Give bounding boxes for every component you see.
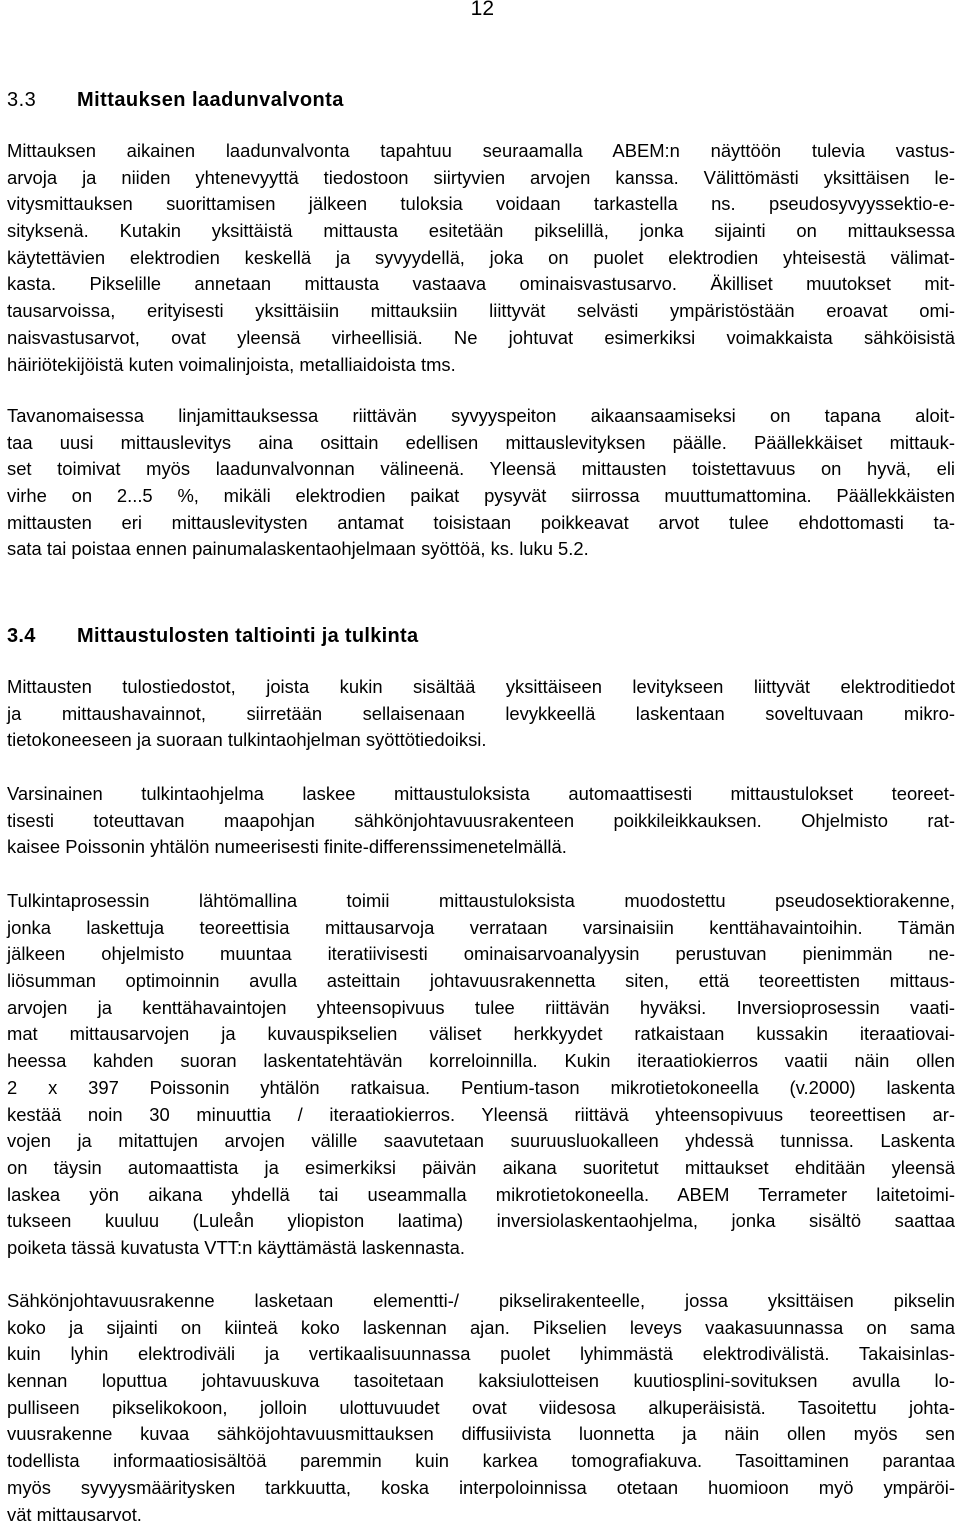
text-line: sityksenä. Kutakin yksittäistä mittausta esitetään pikselillä, jonka sijainti on mittauksessa bbox=[7, 220, 955, 242]
text-line: tietokoneeseen ja suoraan tulkintaohjelman syöttötiedoiksi. bbox=[7, 729, 487, 751]
section-title: Mittauksen laadunvalvonta bbox=[77, 89, 344, 111]
text-line: heessa kahden suoran laskentatehtävän korreloinnilla. Kukin iteraatiokierros vaatii näin ollen bbox=[7, 1050, 955, 1072]
text-line: arvoja ja niiden yhtenevyyttä tiedostoon siirtyvien arvojen kanssa. Välittömästi yksittäisen le- bbox=[7, 166, 955, 188]
text-line: tisesti toteuttavan maapohjan sähkönjohtavuusrakenteen poikkileikkauksen. Ohjelmisto rat- bbox=[7, 809, 955, 831]
text-line: pulliseen pikselikokoon, jolloin ulottuvuudet ovat viidesosa alkuperäisistä. Tasoitettu johta- bbox=[7, 1396, 955, 1418]
text-line: jonka laskettuja teoreettisia mittausarvoja verrataan varsinaisiin kenttähavaintoihin. Tämän bbox=[7, 916, 955, 938]
text-line: koko ja sijainti on kiinteä koko laskennan ajan. Pikselien leveys vaakasuunnassa on sama bbox=[7, 1316, 955, 1338]
section-heading-3-4 bbox=[7, 622, 418, 650]
section-number: 3.3 bbox=[7, 89, 37, 111]
text-line: liösumman optimoinnin avulla asteittain johtavuusrakennetta siten, että teoreettisten mittaus- bbox=[7, 970, 955, 992]
text-line: häiriötekijöistä kuten voimalinjoista, metalliaidoista tms. bbox=[7, 353, 456, 375]
text-line: kestää noin 30 minuuttia / iteraatiokierros. Yleensä riittävä yhteensopivuus teoreettisen ar- bbox=[7, 1103, 955, 1125]
text-line: kasta. Pikselille annetaan mittausta vastaava ominaisvastusarvo. Äkilliset muutokset mit- bbox=[7, 273, 955, 295]
text-line: Varsinainen tulkintaohjelma laskee mittaustuloksista automaattisesti mittaustulokset teoreet- bbox=[7, 783, 955, 804]
text-line: laskea yön aikana yhdellä tai useammalla mikrotietokoneella. ABEM Terrameter laitetoimi- bbox=[7, 1183, 955, 1205]
text-line: tukseen kuuluu (Luleån yliopiston laatima) inversiolaskentaohjelma, jonka sisältö saattaa bbox=[7, 1210, 955, 1232]
text-line: Mittausten tulostiedostot, joista kukin sisältää yksittäiseen levitykseen liittyvät elektroditiedot bbox=[7, 676, 955, 697]
text-line: sata tai poistaa ennen painumalaskentaohjelmaan syöttöä, ks. luku 5.2. bbox=[7, 538, 589, 560]
text-line: Tulkintaprosessin lähtömallina toimii mittaustuloksista muodostettu pseudosektiorakenne, bbox=[7, 890, 955, 911]
text-line: Tavanomaisessa linjamittauksessa riittävän syvyyspeiton aikaansaamiseksi on tapana aloit- bbox=[7, 405, 955, 426]
text-line: vuusrakenne kuvaa sähköjohtavuusmittauksen diffusiivista luonnetta ja näin ollen myös sen bbox=[7, 1423, 955, 1445]
text-line: vät mittausarvot. bbox=[7, 1503, 142, 1525]
text-line: vojen ja mitattujen arvojen välille saavutetaan suuruusluokalleen yhdessä tunnissa. Laskenta bbox=[7, 1130, 955, 1152]
text-line: poiketa tässä kuvatusta VTT:n käyttämästä laskennasta. bbox=[7, 1236, 465, 1258]
section-title: Mittaustulosten taltiointi ja tulkinta bbox=[77, 625, 419, 647]
text-line: todellista informaatiosisältöä paremmin kuin karkea tomografiakuva. Tasoittaminen parantaa bbox=[7, 1450, 955, 1472]
text-line: jälkeen ohjelmisto muuntaa iteratiivisesti ominaisarvoanalyysin perustuvan pienimmän ne- bbox=[7, 943, 955, 965]
text-line: Sähkönjohtavuusrakenne lasketaan elementti-/ pikselirakenteelle, jossa yksittäisen pikselin bbox=[7, 1290, 955, 1311]
text-line: naisvastusarvot, ovat yleensä virheellisiä. Ne johtuvat esimerkiksi voimakkaista sähköisistä bbox=[7, 326, 955, 348]
text-line: ja mittaushavainnot, siirretään sellaisenaan levykkeellä laskentaan soveltuvaan mikro- bbox=[7, 702, 955, 724]
paragraph bbox=[7, 674, 955, 754]
text-line: kennan loputtua johtavuuskuva tasoitetaan kaksiulotteisen kuutiosplini-sovituksen avulla lo- bbox=[7, 1370, 955, 1392]
text-line: virhe on 2...5 %, mikäli elektrodien paikat pysyvät siirrossa muuttumattomina. Päällekkäisten bbox=[7, 485, 955, 507]
text-line: Mittauksen aikainen laadunvalvonta tapahtuu seuraamalla ABEM:n näyttöön tulevia vastus- bbox=[7, 140, 955, 161]
paragraph bbox=[7, 888, 955, 1262]
section-heading-3-3 bbox=[7, 86, 344, 114]
text-line: set toimivat myös laadunvalvonnan välineenä. Yleensä mittausten toistettavuus on hyvä, eli bbox=[7, 458, 955, 480]
text-line: arvojen ja kenttähavaintojen yhteensopivuus tulee riittävän hyväksi. Inversioprosessin vaati- bbox=[7, 996, 955, 1018]
text-line: mittausten eri mittauslevitysten antamat toisistaan poikkeavat arvot tulee ehdottomasti ta- bbox=[7, 511, 955, 533]
paragraph bbox=[7, 403, 955, 563]
paragraph bbox=[7, 781, 955, 861]
paragraph bbox=[7, 1288, 955, 1528]
text-line: taa uusi mittauslevitys aina osittain edellisen mittauslevityksen päälle. Päällekkäiset mittauk- bbox=[7, 431, 955, 453]
text-line: on täysin automaattista ja esimerkiksi päivän aikana suoritetut mittaukset ehditään yleensä bbox=[7, 1156, 955, 1178]
text-line: kaisee Poissonin yhtälön numeerisesti finite-differenssimenetelmällä. bbox=[7, 836, 567, 858]
text-line: käytettävien elektrodien keskellä ja syvyydellä, joka on puolet elektrodien yhteisestä välimat- bbox=[7, 246, 955, 268]
paragraph bbox=[7, 138, 955, 378]
section-number: 3.4 bbox=[7, 625, 36, 647]
text-line: vitysmittauksen suorittamisen jälkeen tuloksia voidaan tarkastella ns. pseudosyvyyssektio-e- bbox=[7, 193, 955, 215]
text-line: tausarvoissa, erityisesti yksittäisiin mittauksiin liittyvät selvästi ympäristöstään eroavat omi- bbox=[7, 300, 955, 322]
text-line: 2 x 397 Poissonin yhtälön ratkaisua. Pentium-tason mikrotietokoneella (v.2000) laskenta bbox=[7, 1076, 955, 1098]
text-line: kuin lyhin elektrodiväli ja vertikaalisuunnassa puolet lyhimmästä elektrodivälistä. Takaisinlas- bbox=[7, 1343, 955, 1365]
page-number: 12 bbox=[470, 0, 494, 20]
text-line: myös syvyysmääritysken tarkkuutta, koska interpoloinnissa otetaan huomioon myö ympäröi- bbox=[7, 1476, 955, 1498]
text-line: mat mittausarvojen ja kuvauspikselien väliset herkkyydet ratkaistaan kussakin iteraatiovai- bbox=[7, 1023, 955, 1045]
